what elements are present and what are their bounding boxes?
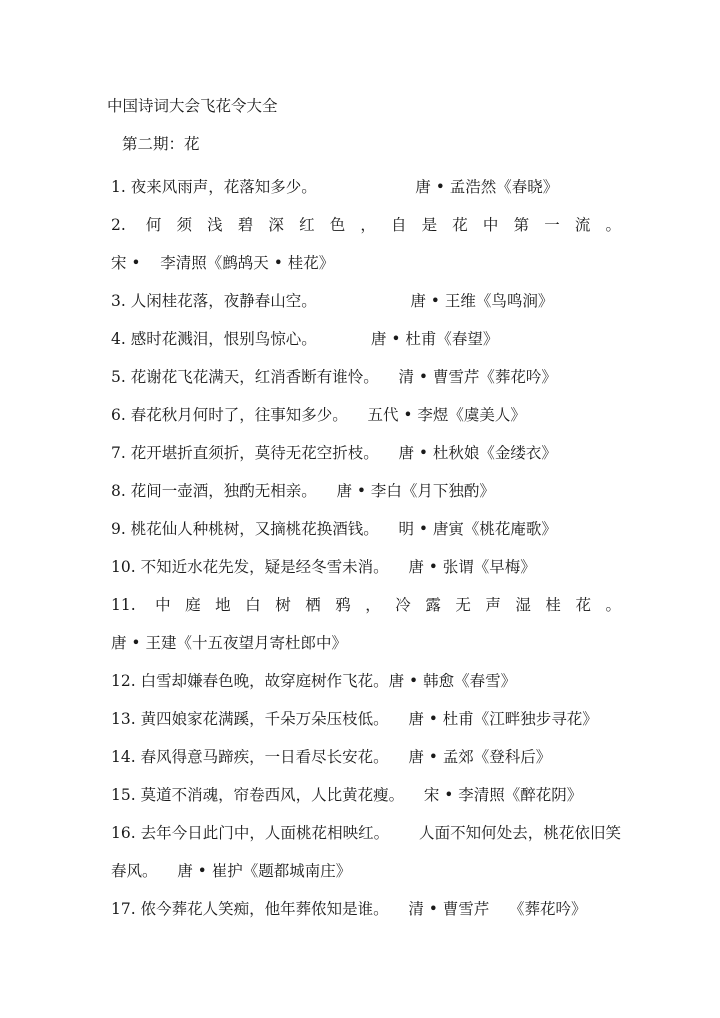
poem-list xyxy=(111,168,621,928)
poem-item xyxy=(111,700,621,738)
poem-line: 1. 夜来风雨声，花落知多少。 xyxy=(111,178,317,196)
poem-source: 唐 • 张谓《早梅》 xyxy=(408,558,536,576)
poem-gap xyxy=(389,748,409,766)
poem-source: 宋 • 李清照《醉花阴》 xyxy=(423,786,583,804)
poem-line: 3. 人闲桂花落，夜静春山空。 xyxy=(111,292,317,310)
poem-source: 唐 • 孟浩然《春晓》 xyxy=(415,178,559,196)
poem-item xyxy=(111,282,621,320)
poem-gap xyxy=(348,406,368,424)
poem-line: 9. 桃花仙人种桃树，又摘桃花换酒钱。 xyxy=(111,520,379,538)
poem-gap xyxy=(317,292,411,310)
poem-source: 唐 • 杜甫《春望》 xyxy=(370,330,499,348)
poem-item xyxy=(111,358,621,396)
poem-gap xyxy=(379,520,399,538)
poem-item xyxy=(111,586,621,662)
poem-gap xyxy=(317,482,337,500)
poem-gap xyxy=(621,216,641,234)
poem-source: 宋 • 李清照《鹧鸪天 • 桂花》 xyxy=(111,254,335,272)
poem-gap xyxy=(317,178,416,196)
poem-line: 12. 白雪却嫌春色晚，故穿庭树作飞花。 xyxy=(111,672,389,690)
poem-source: 人面不知何处去，桃花依旧笑春风。 唐 • 崔护《题都城南庄》 xyxy=(111,824,621,880)
poem-item xyxy=(111,548,621,586)
poem-source: 唐 • 李白《月下独酌》 xyxy=(336,482,495,500)
poem-source: 唐 • 杜秋娘《金缕衣》 xyxy=(398,444,557,462)
poem-line: 10. 不知近水花先发，疑是经冬雪未消。 xyxy=(111,558,389,576)
poem-source: 清 • 曹雪芹《葬花吟》 xyxy=(398,368,557,386)
poem-item xyxy=(111,320,621,358)
poem-source: 唐 • 孟郊《登科后》 xyxy=(408,748,552,766)
poem-line: 5. 花谢花飞花满天，红消香断有谁怜。 xyxy=(111,368,379,386)
poem-gap xyxy=(389,900,409,918)
poem-item xyxy=(111,396,621,434)
poem-gap xyxy=(389,558,409,576)
poem-item xyxy=(111,662,621,700)
poem-item xyxy=(111,510,621,548)
poem-line: 13. 黄四娘家花满蹊，千朵万朵压枝低。 xyxy=(111,710,389,728)
poem-item xyxy=(111,776,621,814)
poem-source: 唐 • 王维《鸟鸣涧》 xyxy=(410,292,554,310)
poem-gap xyxy=(389,710,409,728)
poem-line: 7. 花开堪折直须折，莫待无花空折枝。 xyxy=(111,444,379,462)
poem-source: 明 • 唐寅《桃花庵歌》 xyxy=(398,520,557,538)
section-subtitle: 第二期：花 xyxy=(122,135,200,153)
poem-line: 16. 去年今日此门中，人面桃花相映红。 xyxy=(111,824,390,842)
poem-line: 17. 侬今葬花人笑痴，他年葬侬知是谁。 xyxy=(111,900,389,918)
poem-gap xyxy=(317,330,371,348)
poem-gap xyxy=(379,368,399,386)
poem-item xyxy=(111,434,621,472)
poem-line: 2. 何须浅碧深红色，自是花中第一流。 xyxy=(111,216,621,234)
poem-line: 4. 感时花溅泪，恨别鸟惊心。 xyxy=(111,330,317,348)
poem-line: 15. 莫道不消魂，帘卷西风，人比黄花瘦。 xyxy=(111,786,405,804)
poem-gap xyxy=(379,444,399,462)
poem-item xyxy=(111,168,621,206)
poem-item xyxy=(111,890,621,928)
poem-gap xyxy=(389,824,419,842)
poem-item xyxy=(111,206,621,282)
page-title: 中国诗词大会飞花令大全 xyxy=(107,97,278,115)
poem-source: 唐 • 杜甫《江畔独步寻花》 xyxy=(408,710,598,728)
poem-source: 五代 • 李煜《虞美人》 xyxy=(367,406,526,424)
poem-source: 唐 • 王建《十五夜望月寄杜郎中》 xyxy=(111,634,347,652)
poem-source: 清 • 曹雪芹 《葬花吟》 xyxy=(408,900,587,918)
poem-item xyxy=(111,814,621,890)
poem-gap xyxy=(404,786,424,804)
poem-line: 6. 春花秋月何时了，往事知多少。 xyxy=(111,406,348,424)
poem-line: 14. 春风得意马蹄疾，一日看尽长安花。 xyxy=(111,748,389,766)
poem-item xyxy=(111,738,621,776)
poem-source: 唐 • 韩愈《春雪》 xyxy=(388,672,517,690)
poem-item xyxy=(111,472,621,510)
poem-line: 11. 中庭地白树栖鸦，冷露无声湿桂花。 xyxy=(111,596,621,614)
poem-line: 8. 花间一壶酒，独酌无相亲。 xyxy=(111,482,317,500)
